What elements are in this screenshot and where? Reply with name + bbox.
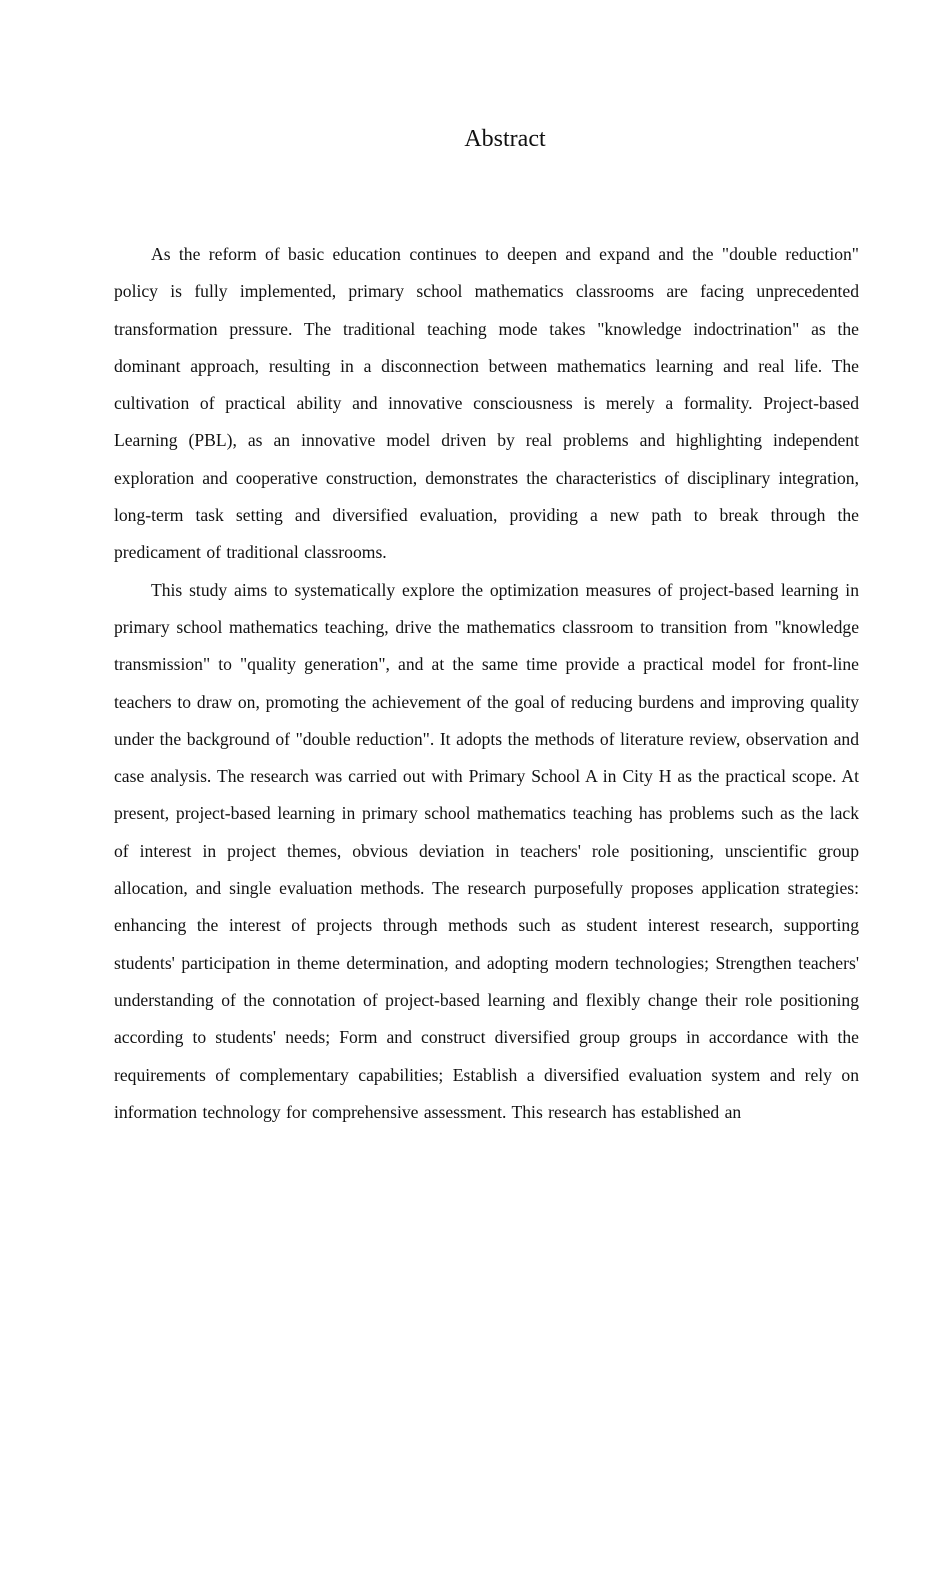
- abstract-paragraph-1: As the reform of basic education continues to deepen and expand and the "double reduction" policy is fully implemented, primary school mathematics classrooms are facing unprecedented transformation pressure. The traditional teaching mode takes "knowledge indoctrination" as the dominant approach, resulting in a disconnection between mathematics learning and real life. The cultivation of practical ability and innovative consciousness is merely a formality. Project-based Learning (PBL), as an innovative model driven by real problems and highlighting independent exploration and cooperative construction, demonstrates the characteristics of disciplinary integration, long-term task setting and diversified evaluation, providing a new path to break through the predicament of traditional classrooms.: [114, 244, 859, 563]
- abstract-body: [114, 236, 859, 1578]
- page-title: Abstract: [464, 126, 546, 152]
- abstract-paragraph-2: This study aims to systematically explore the optimization measures of project-based learning in primary school mathematics teaching, drive the mathematics classroom to transition from "knowledge transmission" to "quality generation", and at the same time provide a practical model for front-line teachers to draw on, promoting the achievement of the goal of reducing burdens and improving quality under the background of "double reduction". It adopts the methods of literature review, observation and case analysis. The research was carried out with Primary School A in City H as the practical scope. At present, project-based learning in primary school mathematics teaching has problems such as the lack of interest in project themes, obvious deviation in teachers' role positioning, unscientific group allocation, and single evaluation methods. The research purposefully proposes application strategies: enhancing the interest of projects through methods such as student interest research, supporting students' participation in theme determination, and adopting modern technologies; Strengthen teachers' understanding of the connotation of project-based learning and flexibly change their role positioning according to students' needs; Form and construct diversified group groups in accordance with the requirements of complementary capabilities; Establish a diversified evaluation system and rely on information technology for comprehensive assessment. This research has established an: [114, 579, 859, 1122]
